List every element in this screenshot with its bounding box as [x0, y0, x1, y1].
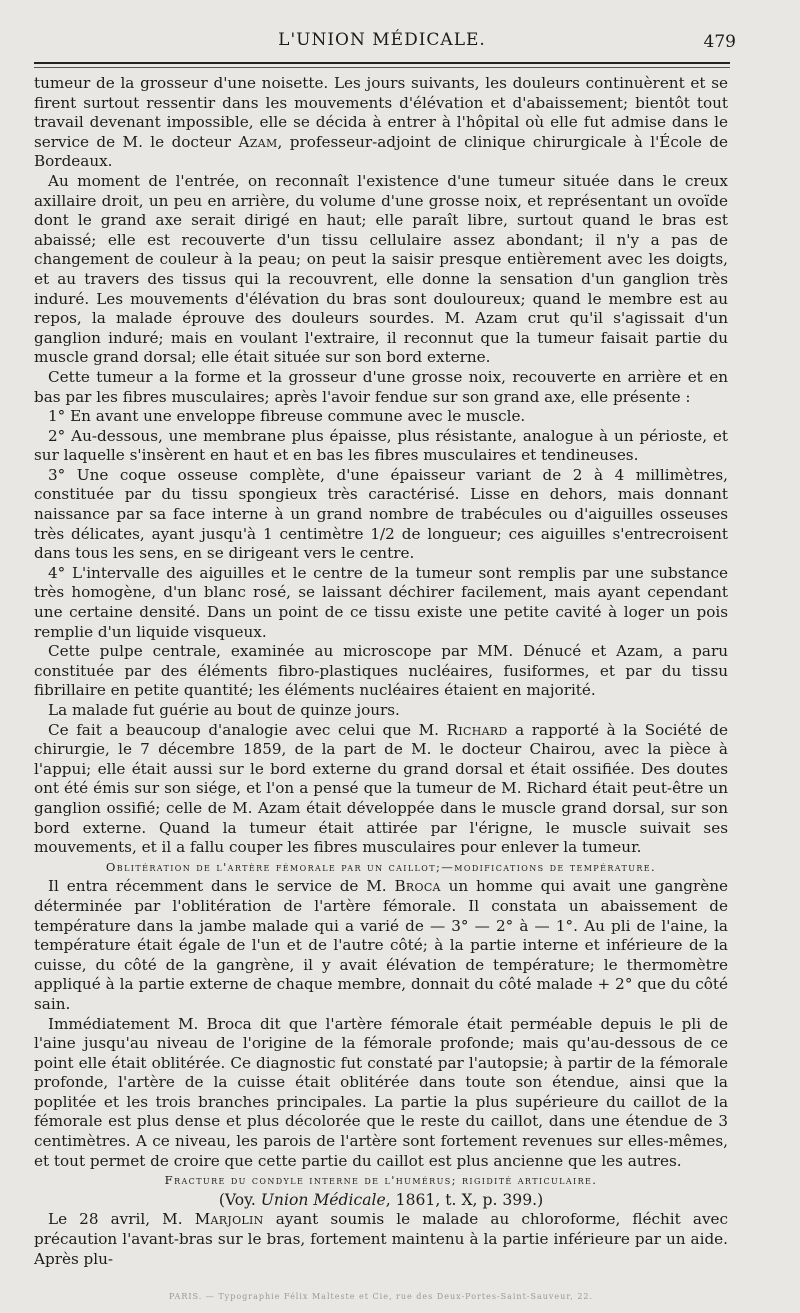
paragraph: Immédiatement M. Broca dit que l'artère fémorale était perméable depuis le pli de l'aine jusqu'au niveau de l'origine de la fémorale profonde; mais qu'au-dessous de ce point elle était oblitérée. Ce diagnostic fut constaté par l'autopsie; à partir de la fémorale profonde, l'artère de la cuisse était oblitérée dans toute son étendue, ainsi que la poplitée et les trois branches principales. La partie la plus supérieure du caillot de la fémorale est plus dense et plus décolorée que le reste du caillot, dans une étendue de 3 centimètres. A ce niveau, les parois de l'artère sont fortement revenues sur elles-mêmes, et tout permet de croire que cette partie du caillot est plus ancienne que les autres. — [34, 1014, 728, 1170]
page-number: 479 — [703, 32, 736, 52]
list-item: 4° L'intervalle des aiguilles et le centre de la tumeur sont remplis par une substance très homogène, d'un blanc rosé, se laissant déchirer facilement, mais ayant cependant une certaine densité. Dans un point de ce tissu existe une petite cavité à loger un pois remplie d'un liquide visqueux. — [34, 563, 728, 641]
paragraph: Le 28 avril, M. Marjolin ayant soumis le malade au chloroforme, fléchit avec précaution l'avant-bras sur le bras, fortement maintenu à la partie inférieure par un aide. Après plu- — [34, 1210, 729, 1268]
list-item: 1° En avant une enveloppe fibreuse commune avec le muscle. — [48, 407, 526, 426]
author-name: Azam — [238, 132, 278, 151]
citation: (Voy. Union Médicale, 1861, t. X, p. 399.) — [218, 1190, 544, 1209]
paragraph: Cette tumeur a la forme et la grosseur d'une grosse noix, recouverte en arrière et en bas par les fibres musculaires; après l'avoir fendue sur son grand axe, elle présente : — [34, 367, 728, 406]
running-header — [34, 30, 736, 60]
paragraph: Cette pulpe centrale, examinée au microscope par MM. Dénucé et Azam, a paru constituée par des éléments fibro-plastiques nucléaires, fusiformes, et par du tissu fibrillaire en petite quantité; les éléments nucléaires étaient en majorité. — [34, 642, 728, 700]
printer-imprint: PARIS. — Typographie Félix Malteste et Cie, rue des Deux-Portes-Saint-Sauveur, 22. — [168, 1292, 594, 1301]
paragraph: Il entra récemment dans le service de M. Broca un homme qui avait une gangrène déterminée par l'oblitération de l'artère fémorale. Il constata un abaissement de température dans la jambe malade qui a varié de — 3° — 2° à — 1°. Au pli de l'aine, la température était égale de l'un et de l'autre côté; à la partie interne et inférieure de la cuisse, du côté de la gangrène, il y avait élévation de température; le thermomètre appliqué à la partie externe de chaque membre, donnait du côté malade + 2° que du côté sain. — [34, 877, 728, 1013]
paragraph: Ce fait a beaucoup d'analogie avec celui que M. Richard a rapporté à la Société de chirurgie, le 7 décembre 1859, de la part de M. le docteur Chairou, avec la pièce à l'appui; elle était aussi sur le bord externe du grand dorsal et était ossifiée. Des doutes ont été émis sur son siége, et l'on a pensé que la tumeur de M. Richard était peut-être un ganglion ossifié; celle de M. Azam était développée dans le muscle grand dorsal, sur son bord externe. Quand la tumeur était attirée par l'érigne, le muscle suivait ses mouvements, et il a fallu couper les fibres musculaires pour enlever la tumeur. — [34, 720, 728, 857]
list-item: 2° Au-dessous, une membrane plus épaisse, plus résistante, analogue à un périoste, et sur laquelle s'insèrent en haut et en bas les fibres musculaires et tendineuses. — [34, 426, 728, 465]
author-name: Richard — [446, 720, 508, 739]
article-body — [34, 74, 728, 1269]
journal-title: L'UNION MÉDICALE. — [278, 30, 486, 50]
section-heading: Fracture du condyle interne de l'humérus; rigidité articulaire. — [164, 1173, 598, 1188]
section-heading: Oblitération de l'artère fémorale par un caillot;—modifications de température. — [105, 859, 657, 874]
list-item: 3° Une coque osseuse complète, d'une épaisseur variant de 2 à 4 millimètres, constituée par du tissu spongieux très caractérisé. Lisse en dehors, mais donnant naissance par sa face interne à un grand nombre de trabécules ou d'aiguilles osseuses très délicates, ayant jusqu'à 1 centimètre 1/2 de longueur; ces aiguilles s'entrecroisent dans tous les sens, en se dirigeant vers le centre. — [34, 465, 728, 563]
author-name: Broca — [394, 877, 441, 896]
header-rule — [34, 62, 730, 64]
paragraph: tumeur de la grosseur d'une noisette. Les jours suivants, les douleurs continuèrent et se firent surtout ressentir dans les mouvements d'élévation et d'abaissement; bientôt tout travail devenant impossible, elle se décida à entrer à l'hôpital où elle fut admise dans le service de M. le docteur Azam, professeur-adjoint de clinique chirurgicale à l'École de Bordeaux. — [34, 74, 728, 171]
paragraph: La malade fut guérie au bout de quinze jours. — [48, 701, 400, 719]
header-rule-thin — [34, 67, 730, 68]
paragraph: Au moment de l'entrée, on reconnaît l'existence d'une tumeur située dans le creux axillaire droit, un peu en arrière, du volume d'une grosse noix, et représentant un ovoïde dont le grand axe serait dirigé en haut; elle paraît libre, surtout quand le bras est abaissé; elle est recouverte d'un tissu cellulaire assez abondant; il n'y a pas de changement de couleur à la peau; on peut la saisir presque entièrement avec les doigts, et au travers des tissus qui la recouvrent, elle donne la sensation d'un ganglion très induré. Les mouvements d'élévation du bras sont douloureux; quand le membre est au repos, la malade éprouve des douleurs sourdes. M. Azam crut qu'il s'agissait d'un ganglion induré; mais en voulant l'extraire, il reconnut que la tumeur faisait partie du muscle grand dorsal; elle était située sur son bord externe. — [34, 171, 728, 367]
journal-ref: Union Médicale — [260, 1190, 386, 1209]
author-name: Marjolin — [194, 1210, 264, 1229]
